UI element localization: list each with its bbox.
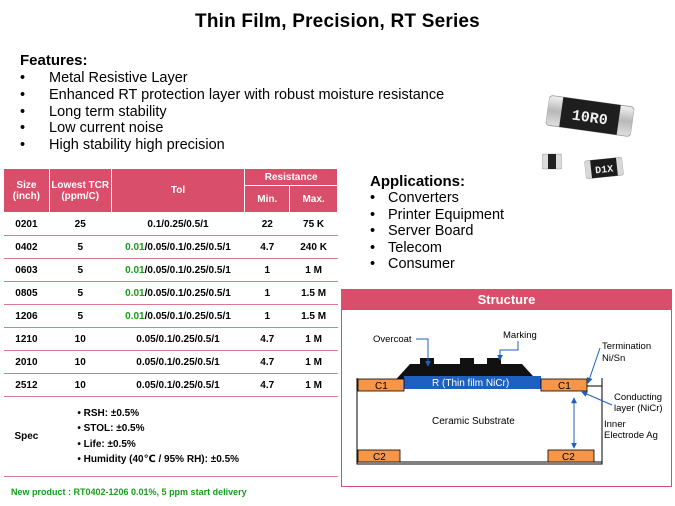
termination-arrow bbox=[588, 348, 600, 383]
chip-medium-marking: D1X bbox=[594, 164, 614, 178]
tcr-cell: 25 bbox=[49, 213, 111, 236]
size-cell: 2010 bbox=[4, 351, 50, 374]
col-header-min: Min. bbox=[245, 186, 290, 213]
application-item: • Converters bbox=[370, 190, 504, 207]
max-cell: 1.5 M bbox=[290, 305, 338, 328]
tcr-cell: 5 bbox=[49, 259, 111, 282]
tol-cell bbox=[111, 374, 245, 397]
spec-table bbox=[3, 168, 338, 477]
size-cell: 0805 bbox=[4, 282, 50, 305]
feature-item: • Low current noise bbox=[20, 120, 444, 137]
tcr-cell: 10 bbox=[49, 351, 111, 374]
tol-value: 0.1/0.25/0.5/1 bbox=[147, 218, 209, 230]
tol-new-value: 0.01 bbox=[125, 241, 145, 253]
size-cell: 2512 bbox=[4, 374, 50, 397]
size-cell: 1210 bbox=[4, 328, 50, 351]
table-row bbox=[4, 259, 338, 282]
c1-right-label: C1 bbox=[558, 381, 571, 392]
max-cell: 75 K bbox=[290, 213, 338, 236]
col-header-resistance: Resistance bbox=[245, 169, 338, 186]
tcr-cell: 5 bbox=[49, 282, 111, 305]
size-cell: 0603 bbox=[4, 259, 50, 282]
conducting-label-1: Conducting bbox=[614, 392, 663, 403]
c2-right-label: C2 bbox=[562, 452, 575, 463]
table-row bbox=[4, 351, 338, 374]
spec-item: • Humidity (40℃ / 95% RH): ±0.5% bbox=[77, 454, 240, 465]
max-cell: 240 K bbox=[290, 236, 338, 259]
min-cell: 4.7 bbox=[245, 236, 290, 259]
resistor-chip-small-image bbox=[542, 153, 562, 170]
max-cell: 1 M bbox=[290, 259, 338, 282]
resistor-label: R (Thin film NiCr) bbox=[432, 378, 510, 389]
resistor-chip-large-image bbox=[545, 92, 635, 140]
tol-value: 0.05/0.1/0.25/0.5/1 bbox=[136, 356, 220, 368]
size-cell: 0402 bbox=[4, 236, 50, 259]
min-cell: 1 bbox=[245, 282, 290, 305]
tol-cell bbox=[111, 305, 245, 328]
structure-panel bbox=[341, 289, 672, 487]
max-cell: 1 M bbox=[290, 374, 338, 397]
feature-item: • Long term stability bbox=[20, 104, 444, 121]
application-item: • Printer Equipment bbox=[370, 207, 504, 224]
table-row bbox=[4, 213, 338, 236]
tol-value: /0.05/0.1/0.25/0.5/1 bbox=[144, 310, 231, 322]
resistor-chip-medium-image bbox=[584, 155, 624, 181]
tol-cell bbox=[111, 259, 245, 282]
max-cell: 1 M bbox=[290, 328, 338, 351]
chip-large-marking: 10R0 bbox=[570, 107, 609, 130]
overcoat-label: Overcoat bbox=[373, 334, 412, 345]
tol-cell bbox=[111, 328, 245, 351]
spec-row bbox=[4, 397, 338, 477]
applications-heading: Applications: bbox=[370, 173, 466, 190]
application-item: • Server Board bbox=[370, 223, 504, 240]
feature-item: • Enhanced RT protection layer with robust moisture resistance bbox=[20, 87, 444, 104]
application-item: • Telecom bbox=[370, 240, 504, 257]
table-row bbox=[4, 282, 338, 305]
max-cell: 1 M bbox=[290, 351, 338, 374]
feature-item: • Metal Resistive Layer bbox=[20, 70, 444, 87]
spec-details bbox=[49, 397, 337, 477]
spec-item: • STOL: ±0.5% bbox=[77, 423, 145, 434]
tcr-cell: 5 bbox=[49, 236, 111, 259]
tol-value: /0.05/0.1/0.25/0.5/1 bbox=[144, 241, 231, 253]
c1-left-label: C1 bbox=[375, 381, 388, 392]
conducting-label-2: layer (NiCr) bbox=[614, 403, 663, 414]
min-cell: 1 bbox=[245, 259, 290, 282]
tol-new-value: 0.01 bbox=[125, 287, 145, 299]
tol-cell bbox=[111, 213, 245, 236]
tol-value: 0.05/0.1/0.25/0.5/1 bbox=[136, 379, 220, 391]
tol-value: /0.05/0.1/0.25/0.5/1 bbox=[144, 287, 231, 299]
applications-list bbox=[370, 190, 504, 273]
termination-label-1: Termination bbox=[602, 341, 652, 352]
size-cell: 1206 bbox=[4, 305, 50, 328]
tol-value: 0.05/0.1/0.25/0.5/1 bbox=[136, 333, 220, 345]
features-heading: Features: bbox=[20, 52, 88, 69]
tol-new-value: 0.01 bbox=[125, 310, 145, 322]
max-cell: 1.5 M bbox=[290, 282, 338, 305]
substrate-label: Ceramic Substrate bbox=[432, 416, 515, 427]
min-cell: 4.7 bbox=[245, 328, 290, 351]
table-row bbox=[4, 374, 338, 397]
table-row bbox=[4, 328, 338, 351]
c2-left-label: C2 bbox=[373, 452, 386, 463]
col-header-tol: Tol bbox=[111, 169, 245, 213]
tol-value: /0.05/0.1/0.25/0.5/1 bbox=[144, 264, 231, 276]
min-cell: 4.7 bbox=[245, 374, 290, 397]
col-header-tcr: Lowest TCR (ppm/C) bbox=[49, 169, 111, 213]
col-header-size: Size (inch) bbox=[4, 169, 50, 213]
size-cell: 0201 bbox=[4, 213, 50, 236]
page-title: Thin Film, Precision, RT Series bbox=[195, 11, 480, 32]
new-product-note: New product : RT0402-1206 0.01%, 5 ppm start delivery bbox=[11, 487, 247, 497]
min-cell: 4.7 bbox=[245, 351, 290, 374]
tcr-cell: 10 bbox=[49, 328, 111, 351]
col-header-max: Max. bbox=[290, 186, 338, 213]
spec-item: • Life: ±0.5% bbox=[77, 438, 136, 450]
spec-item: • RSH: ±0.5% bbox=[77, 407, 140, 419]
structure-diagram bbox=[342, 310, 671, 486]
spec-label: Spec bbox=[4, 397, 50, 477]
tol-new-value: 0.01 bbox=[125, 264, 145, 276]
tol-cell bbox=[111, 282, 245, 305]
inner-electrode-label-1: Inner bbox=[604, 419, 626, 430]
tcr-cell: 10 bbox=[49, 374, 111, 397]
min-cell: 22 bbox=[245, 213, 290, 236]
feature-item: • High stability high precision bbox=[20, 137, 444, 154]
marking-arrow bbox=[500, 341, 518, 360]
table-row bbox=[4, 305, 338, 328]
structure-heading: Structure bbox=[342, 290, 671, 310]
tol-cell bbox=[111, 351, 245, 374]
tcr-cell: 5 bbox=[49, 305, 111, 328]
inner-electrode-label-2: Electrode Ag bbox=[604, 430, 658, 441]
termination-label-2: Ni/Sn bbox=[602, 353, 626, 364]
table-row bbox=[4, 236, 338, 259]
marking-label: Marking bbox=[503, 330, 537, 341]
min-cell: 1 bbox=[245, 305, 290, 328]
tol-cell bbox=[111, 236, 245, 259]
application-item: • Consumer bbox=[370, 256, 504, 273]
features-list bbox=[20, 70, 444, 154]
